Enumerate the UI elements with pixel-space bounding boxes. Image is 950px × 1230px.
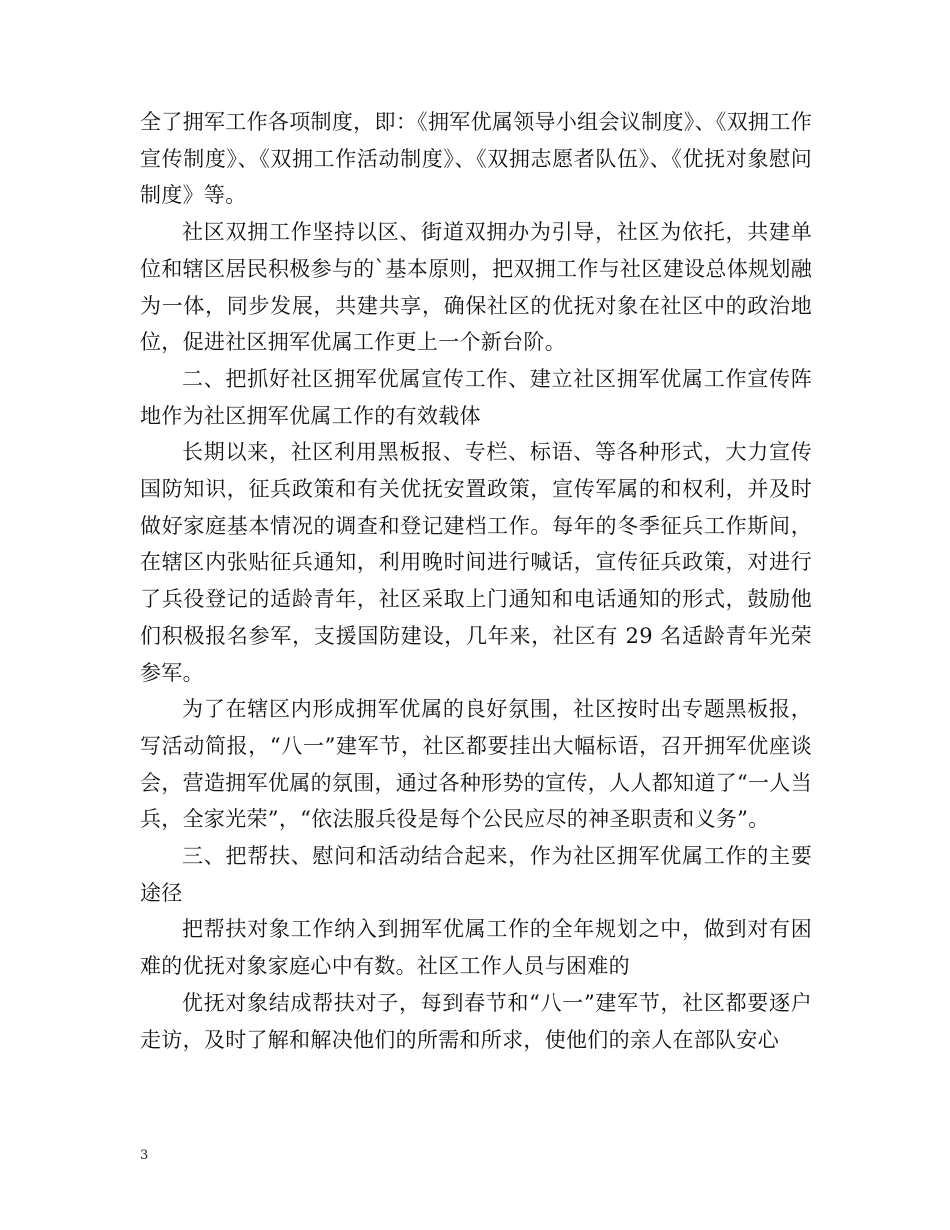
paragraph-5: 为了在辖区内形成拥军优属的良好氛围，社区按时出专题黑板报，写活动简报，“八一”建军节，社区都要挂出大幅标语，召开拥军优座谈会，营造拥军优属的氛围，通过各种形势的宣传，人人都知道了“一人当兵，全家光荣”，“依法服兵役是每个公民应尽的神圣职责和义务”。 [140,697,812,832]
paragraph-8: 优抚对象结成帮扶对子，每到春节和“八一”建军节，社区都要逐户走访，及时了解和解决他们的所需和所求，使他们的亲人在部队安心 [140,990,812,1052]
paragraph-1: 全了拥军工作各项制度，即：《拥军优属领导小组会议制度》、《双拥工作宣传制度》、《双拥工作活动制度》、《双拥志愿者队伍》、《优抚对象慰问制度》等。 [140,110,812,208]
body-text [140,104,812,1058]
paragraph-4: 长期以来，社区利用黑板报、专栏、标语、等各种形式，大力宣传国防知识，征兵政策和有关优抚安置政策，宣传军属的和权利，并及时做好家庭基本情况的调查和登记建档工作。每年的冬季征兵工作斯间，在辖区内张贴征兵通知，利用晚时间进行喊话，宣传征兵政策，对进行了兵役登记的适龄青年，社区采取上门通知和电话通知的形式，鼓励他们积极报名参军，支援国防建设，几年来，社区有 29 名适龄青年光荣参军。 [140,440,812,685]
paragraph-7: 把帮扶对象工作纳入到拥军优属工作的全年规划之中，做到对有困难的优抚对象家庭心中有数。社区工作人员与困难的 [140,917,812,979]
section-heading-3: 三、把帮扶、慰问和活动结合起来，作为社区拥军优属工作的主要途径 [140,844,812,905]
page-number: 3 [140,1148,149,1163]
paragraph-2: 社区双拥工作坚持以区、街道双拥办为引导，社区为依托，共建单位和辖区居民积极参与的`基本原则，把双拥工作与社区建设总体规划融为一体，同步发展，共建共享，确保社区的优抚对象在社区中的政治地位，促进社区拥军优属工作更上一个新台阶。 [140,220,812,355]
section-heading-2: 二、把抓好社区拥军优属宣传工作、建立社区拥军优属工作宣传阵地作为社区拥军优属工作的有效载体 [140,366,812,428]
